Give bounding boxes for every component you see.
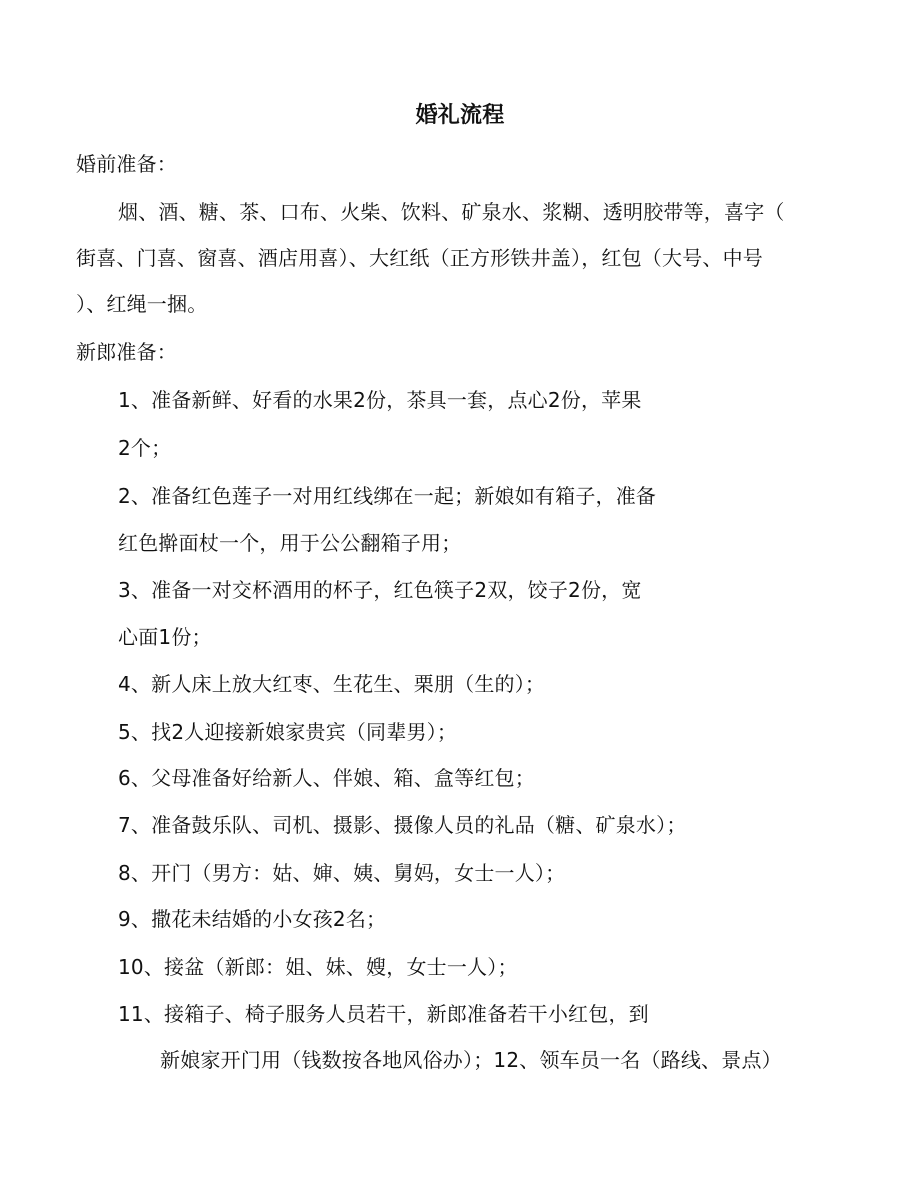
list-item: 8、开门（男方：姑、婶、姨、舅妈，女士一人）；	[118, 861, 566, 885]
list-item: 5、找2人迎接新娘家贵宾（同辈男）；	[118, 720, 458, 744]
list-item: 心面1份；	[118, 625, 212, 649]
section-heading-pre-wedding: 婚前准备：	[76, 152, 177, 176]
list-item: 9、撒花未结婚的小女孩2名；	[118, 907, 387, 931]
list-item: 红色擀面杖一个，用于公公翻箱子用；	[118, 531, 462, 555]
list-item: 11、接箱子、椅子服务人员若干，新郎准备若干小红包，到	[118, 1002, 649, 1026]
list-item: 3、准备一对交杯酒用的杯子，红色筷子2双，饺子2份，宽	[118, 578, 642, 602]
section-heading-groom-prep: 新郎准备：	[76, 340, 177, 364]
list-item: 2个；	[118, 436, 172, 460]
list-item: 2、准备红色莲子一对用红线绑在一起；新娘如有箱子，准备	[118, 484, 657, 508]
paragraph-line: ）、红绳一捆。	[76, 292, 208, 316]
list-item: 7、准备鼓乐队、司机、摄影、摄像人员的礼品（糖、矿泉水）；	[118, 813, 687, 837]
list-item: 1、准备新鲜、好看的水果2份，茶具一套，点心2份，苹果	[118, 388, 642, 412]
paragraph-line: 烟、酒、糖、茶、口布、火柴、饮料、矿泉水、浆糊、透明胶带等，喜字（	[118, 200, 785, 224]
page-title: 婚礼流程	[415, 103, 505, 128]
list-item: 新娘家开门用（钱数按各地风俗办）；12、领车员一名（路线、景点）	[160, 1048, 782, 1072]
list-item: 4、新人床上放大红枣、生花生、栗朋（生的）；	[118, 672, 546, 696]
paragraph-line: 街喜、门喜、窗喜、酒店用喜）、大红纸（正方形铁井盖），红包（大号、中号	[76, 246, 763, 270]
list-item: 6、父母准备好给新人、伴娘、箱、盒等红包；	[118, 766, 535, 790]
list-item: 10、接盆（新郎：姐、妹、嫂，女士一人）；	[118, 955, 518, 979]
